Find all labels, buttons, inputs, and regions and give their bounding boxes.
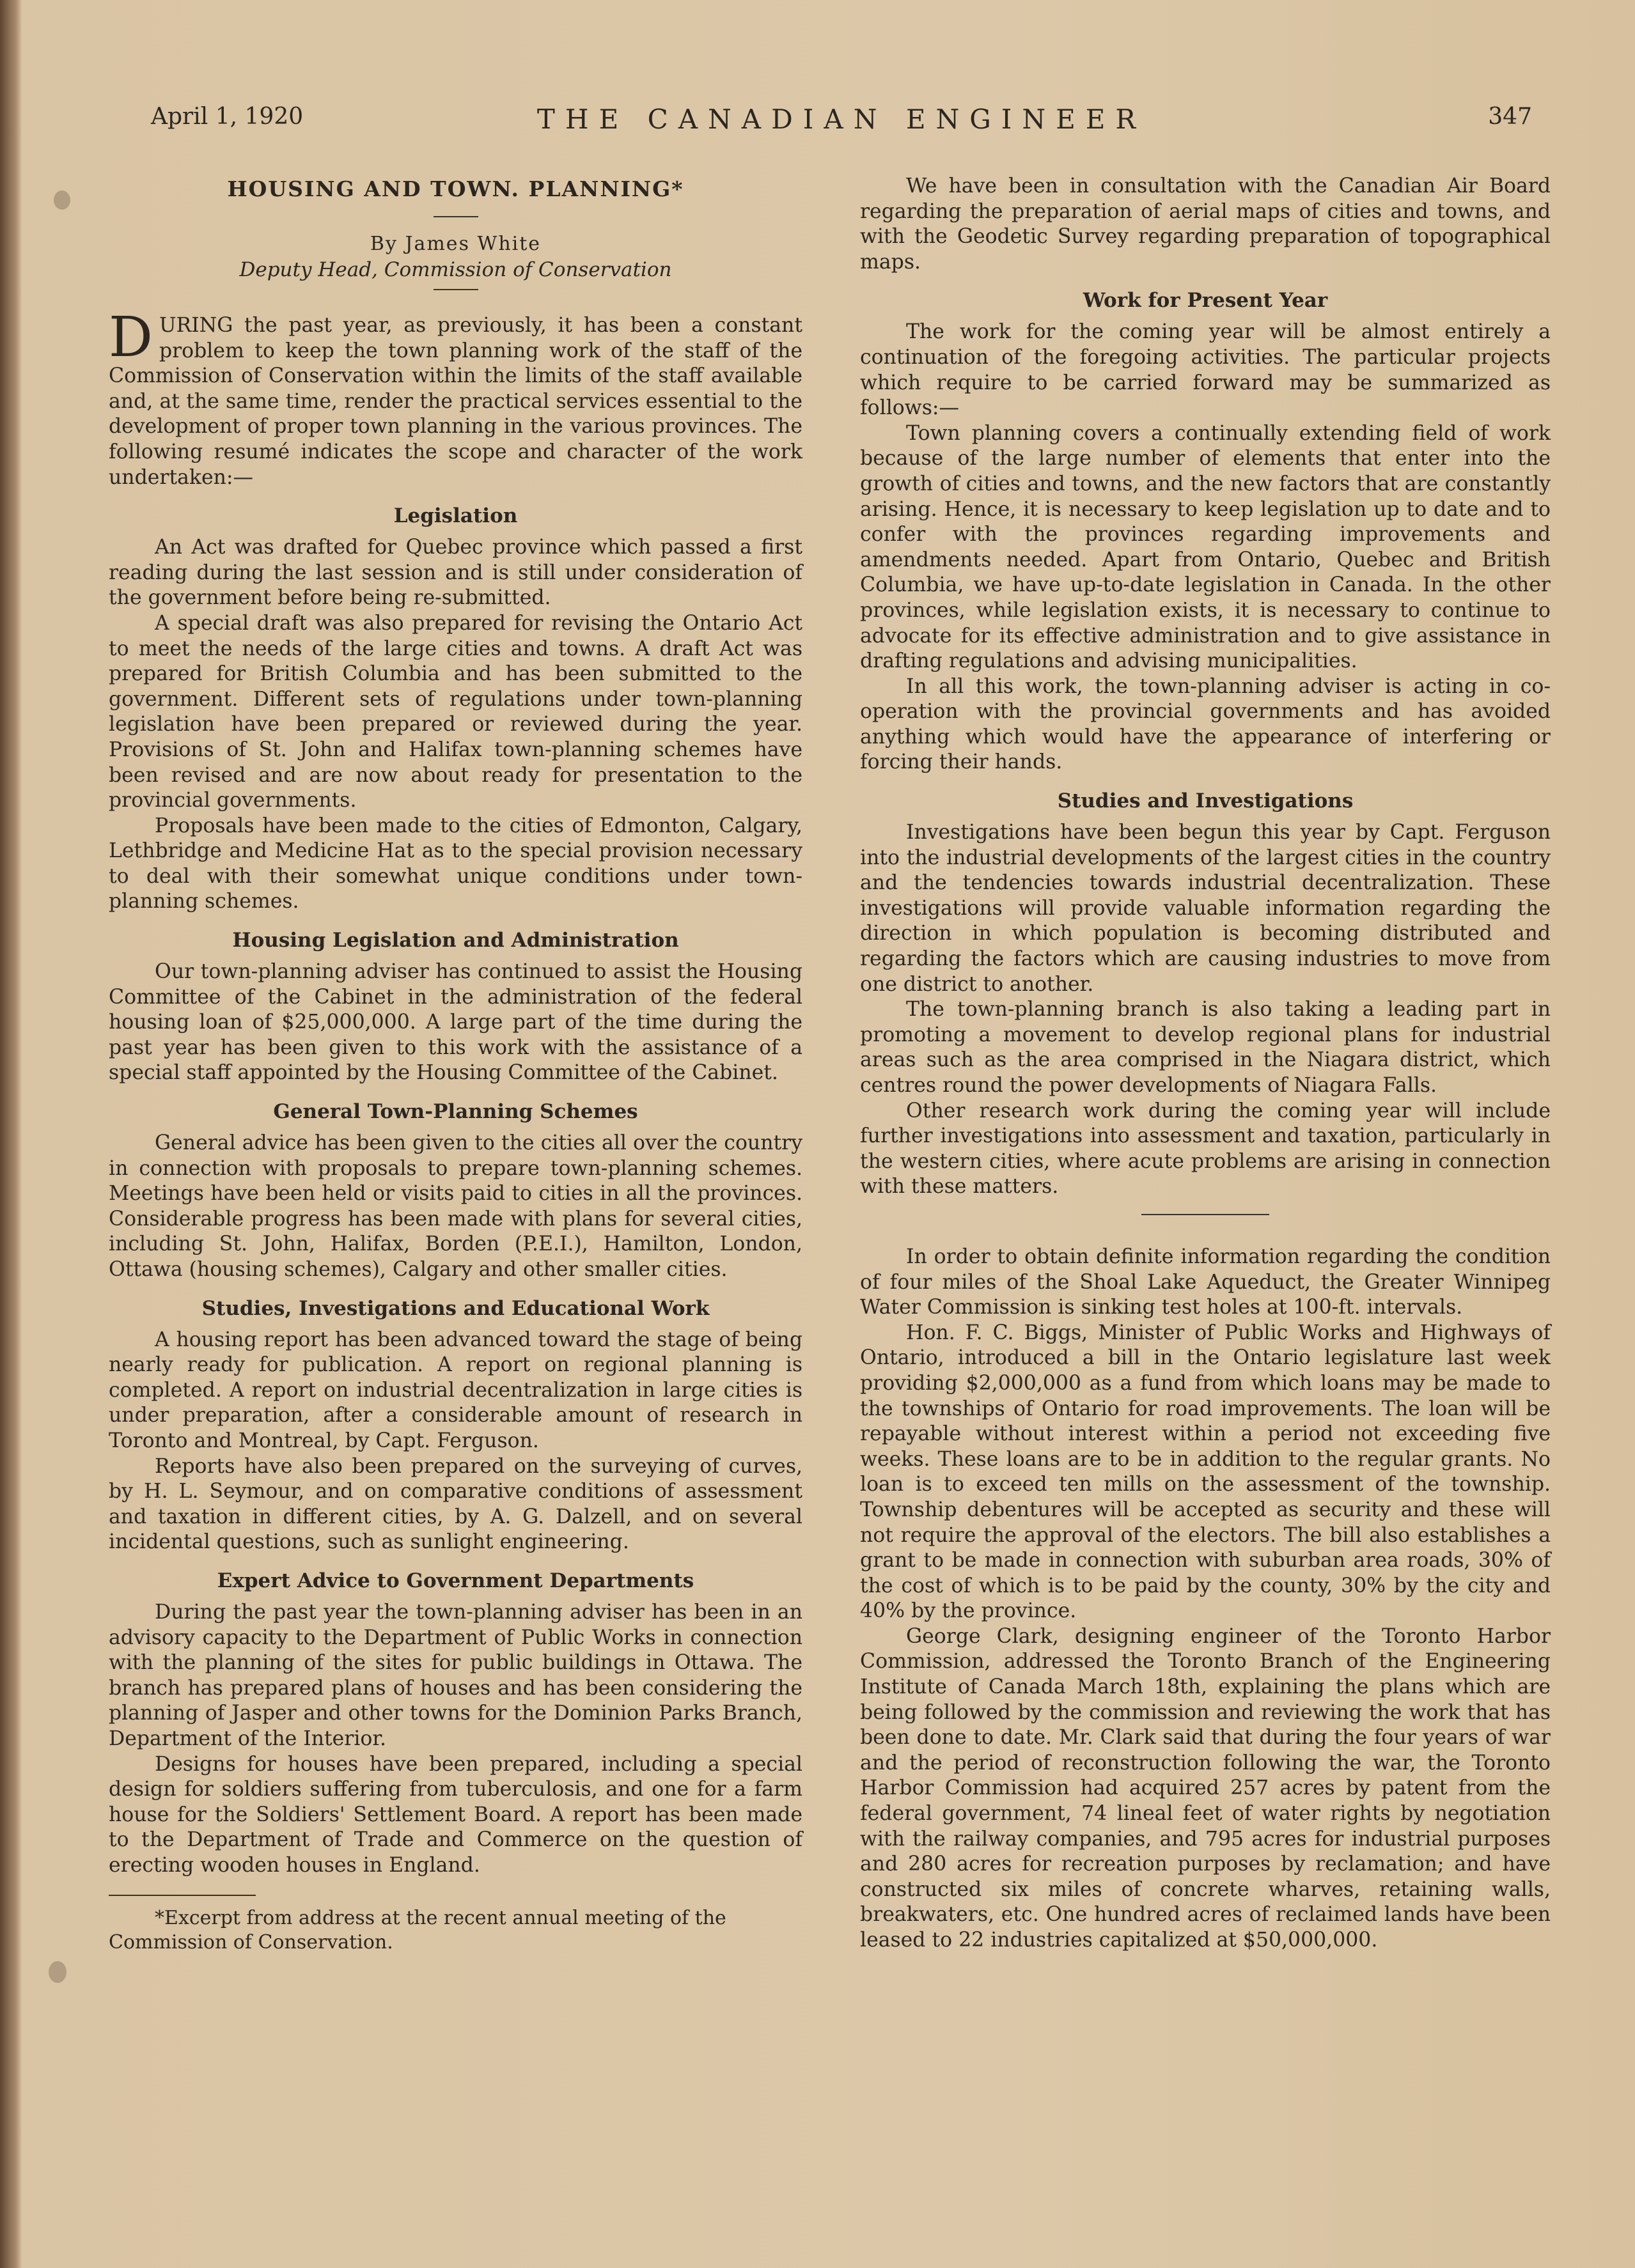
paragraph: The town-planning branch is also taking a leading part in promoting a movement to develop regional plans for industrial areas such as the area comprised in the Niagara district, which centres round the power developments of Niagara Falls. xyxy=(860,998,1551,1097)
journal-title: THE CANADIAN ENGINEER xyxy=(536,104,1146,135)
paragraph: Other research work during the coming year will include further investigations into assessment and taxation, particularly in the western cities, where acute problems are arising in connection with these matters. xyxy=(860,1099,1551,1199)
paragraph: The work for the coming year will be almost entirely a continuation of the foregoing activities. The particular projects which require to be carried forward may be summarized as follows:— xyxy=(860,320,1551,420)
paragraph: A housing report has been advanced toward the stage of being nearly ready for publication. A report on regional planning is completed. A report on industrial decentralization in large cities is under preparation, after a considerable amount of research in Toronto and Montreal, by Capt. Ferguson. xyxy=(109,1328,802,1452)
paragraph: Town planning covers a continually extending field of work because of the large number of elements that enter into the growth of cities and towns, and the new factors that are constantly arising. Hence, it is necessary to keep legislation up to date and to confer with the provinces regarding improvements and amendments needed. Apart from Ontario, Quebec and British Columbia, we have up-to-date legislation in Canada. In the other provinces, while legislation exists, it is necessary to continue to advocate for its effective administration and to give assistance in drafting regulations and advising municipalities. xyxy=(860,421,1551,673)
page-number: 347 xyxy=(1488,104,1532,130)
news-item: In order to obtain definite information regarding the condition of four miles of the Shoal Lake Aqueduct, the Greater Winnipeg Water Commission is sinking test holes at 100-ft. intervals. xyxy=(860,1245,1551,1319)
byline-rule xyxy=(434,289,478,290)
section-heading: Expert Advice to Government Departments xyxy=(217,1569,694,1592)
paragraph: Our town-planning adviser has continued to assist the Housing Committee of the Cabinet in the administration of the federal housing loan of $25,000,000. A large part of the time during the past year has been given to this work with the assistance of a special staff appointed by the Housing Committee of the Cabinet. xyxy=(109,960,802,1085)
paragraph: During the past year the town-planning adviser has been in an advisory capacity to the Department of Public Works in connection with the planning of the sites for public buildings in Ottawa. The branch has prepared plans of houses and has been considering the planning of Jasper and other towns for the Dominion Parks Branch, Department of the Interior. xyxy=(109,1600,802,1750)
paragraph: Reports have also been prepared on the surveying of curves, by H. L. Seymour, and on comparative conditions of assessment and taxation in different cities, by A. G. Dalzell, and on several incidental questions, such as sunlight engineering. xyxy=(109,1454,802,1554)
paragraph: An Act was drafted for Quebec province which passed a first reading during the last session and is still under consideration of the government before being re-submitted. xyxy=(109,536,802,610)
paragraph: A special draft was also prepared for revising the Ontario Act to meet the needs of the large cities and towns. A draft Act was prepared for British Columbia and has been submitted to the government. Different sets of regulations under town-planning legislation have been prepared or reviewed during the year. Provisions of St. John and Halifax town-planning schemes have been revised and are now about ready for presentation to the provincial governments. xyxy=(109,611,802,812)
section-heading: General Town-Planning Schemes xyxy=(273,1100,638,1124)
running-header xyxy=(151,104,1532,142)
paragraph: We have been in consultation with the Canadian Air Board regarding the preparation of aerial maps of cities and towns, and with the Geodetic Survey regarding preparation of topographical maps. xyxy=(860,175,1551,274)
article-byline: By James White xyxy=(370,233,542,255)
news-item: Hon. F. C. Biggs, Minister of Public Works and Highways of Ontario, introduced a bill in the Ontario legislature last week providing $2,000,000 as a fund from which loans may be made to the townships of Ontario for road improvements. The loan will be repayable without interest within a period not exceeding five weeks. These loans are to be in addition to the regular grants. No loan is to exceed ten mills on the assessment of the township. Township debentures will be accepted as security and these will not require the approval of the electors. The bill also establishes a grant to be made in connection with suburban area roads, 30% of the cost of which is to be paid by the county, 30% by the city and 40% by the province. xyxy=(860,1321,1551,1623)
paper-stain xyxy=(49,1961,66,1983)
section-heading: Work for Present Year xyxy=(1083,289,1328,313)
issue-date: April 1, 1920 xyxy=(151,104,304,130)
paper-stain xyxy=(54,190,70,210)
author-role: Deputy Head, Commission of Conservation xyxy=(239,258,672,281)
footnote-rule xyxy=(109,1895,256,1896)
paragraph: Proposals have been made to the cities of Edmonton, Calgary, Lethbridge and Medicine Hat as to the special provision necessary to deal with their somewhat unique conditions under town-planning schemes. xyxy=(109,814,802,913)
paragraph: Designs for houses have been prepared, including a special design for soldiers suffering from tuberculosis, and one for a farm house for the Soldiers' Settlement Board. A report has been made to the Department of Trade and Commerce on the question of erecting wooden houses in England. xyxy=(109,1752,802,1877)
section-heading: Studies and Investigations xyxy=(1057,789,1354,813)
footnote: *Excerpt from address at the recent annual meeting of the Commission of Conservation. xyxy=(109,1907,726,1954)
paragraph: General advice has been given to the cities all over the country in connection with proposals to prepare town-planning schemes. Meetings have been held or visits paid to cities in all the provinces. Considerable progress has been made with plans for several cities, including St. John, Halifax, Borden (P.E.I.), Hamilton, London, Ottawa (housing schemes), Calgary and other smaller cities. xyxy=(109,1131,802,1281)
page-binding-shadow xyxy=(0,0,22,2268)
section-heading: Housing Legislation and Administration xyxy=(232,929,679,952)
paragraph: Investigations have been begun this year by Capt. Ferguson into the industrial developments of the largest cities in the country and the tendencies towards industrial decentralization. These investigations will provide valuable information regarding the direction in which population is becoming distributed and regarding the factors which are causing industries to move from one district to another. xyxy=(860,821,1551,996)
section-heading: Legislation xyxy=(393,504,518,528)
intro-paragraph xyxy=(109,306,802,490)
section-separator xyxy=(1141,1214,1269,1215)
drop-cap: D xyxy=(109,306,153,369)
right-column xyxy=(860,174,1551,1953)
intro-text: URING the past year, as previously, it has been a constant problem to keep the town planning work of the staff of the Commission of Conservation within the limits of the staff available and, at the same time, render the practical services essential to the development of proper town planning in the various provinces. The following resumé indicates the scope and character of the work undertaken:— xyxy=(109,314,802,489)
title-rule xyxy=(434,216,478,217)
article-title: HOUSING AND TOWN. PLANNING* xyxy=(227,176,684,201)
left-column xyxy=(109,174,802,1955)
news-item: George Clark, designing engineer of the Toronto Harbor Commission, addressed the Toronto Branch of the Engineering Institute of Canada March 18th, explaining the plans which are being followed by the commission and reviewing the work that has been done to date. Mr. Clark said that during the four years of war and the period of reconstruction following the war, the Toronto Harbor Commission had acquired 257 acres by patent from the federal government, 74 lineal feet of water rights by negotiation with the railway companies, and 795 acres for industrial purposes and 280 acres for recreation purposes by reclamation; and have constructed six miles of concrete wharves, retaining walls, breakwaters, etc. One hundred acres of reclaimed lands have been leased to 22 industries capitalized at $50,000,000. xyxy=(860,1624,1551,1952)
paragraph: In all this work, the town-planning adviser is acting in co-operation with the provincial governments and has avoided anything which would have the appearance of interfering or forcing their hands. xyxy=(860,674,1551,774)
section-heading: Studies, Investigations and Educational Work xyxy=(201,1296,710,1320)
